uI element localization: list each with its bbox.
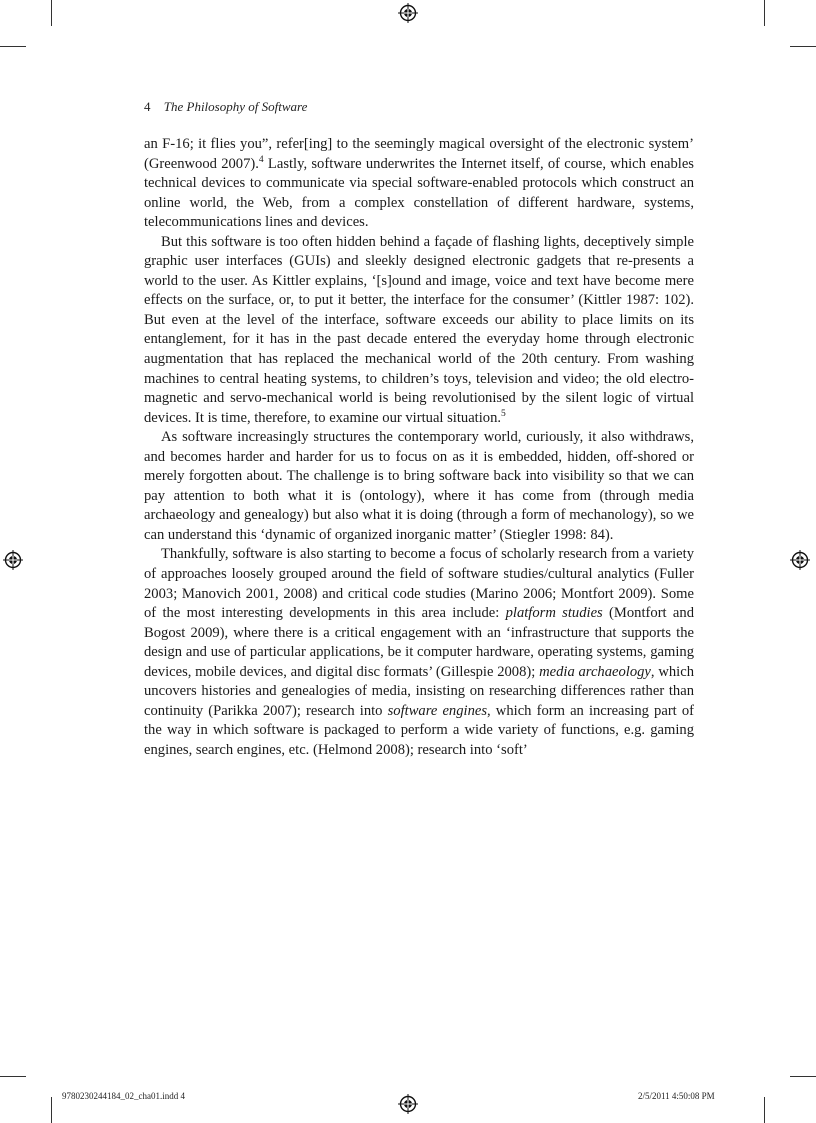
registration-target-icon: [790, 550, 810, 570]
text-segment: As software increasingly structures the contemporary world, curiously, it also withdraws, and becomes harder and harder for us to focus on as it is embedded, hidden, off-shored or merely forgotten about. The challenge is to bring software back into visibility so that we can pay attention to both what it is (ontology), where it has come from (through media archaeology and genealogy) but also what it is doing (through a form of mechanology), so we can understand this ‘dynamic of organized inorganic matter’ (Stiegler 1998: 84).: [144, 429, 694, 543]
registration-target-icon: [398, 1094, 418, 1114]
running-head: [144, 99, 307, 115]
crop-mark-left-top: [0, 46, 26, 47]
registration-target-icon: [3, 550, 23, 570]
footnote-ref: 5: [501, 408, 506, 419]
page-number: 4: [144, 99, 151, 114]
footnote-ref: 4: [258, 154, 264, 165]
text-segment: (Montfort and Bogost 2009), where there is a critical engagement with an ‘infrastructure that supports the design and use of particular applications, be it computer hardware, operating systems, gaming devices, mobile devices, and digital disc formats’ (Gillespie 2008);: [144, 605, 694, 680]
paragraph: [144, 545, 694, 760]
emphasis-term: software engines: [387, 702, 488, 719]
paragraph: [144, 428, 694, 545]
paragraph: [144, 233, 694, 428]
slug-timestamp: 2/5/2011 4:50:08 PM: [638, 1091, 715, 1101]
text-segment: an F-16; it flies you”, refer[ing] to the seemingly magical oversight of the electronic system’ (Greenwood 2007).: [144, 136, 694, 172]
crop-mark-top-right: [764, 0, 765, 26]
emphasis-term: media archaeology: [539, 663, 651, 680]
registration-target-icon: [398, 3, 418, 23]
text-segment: , which form an increasing part of the way in which software is packaged to perform a wide variety of functions, e.g. gaming engines, search engines, etc. (Helmond 2008); research into ‘soft’: [144, 702, 694, 758]
text-segment: Lastly, software underwrites the Internet itself, of course, which enables technical devices to communicate via special software-enabled protocols which construct an online world, the Web, from a complex constellation of different hardware, systems, telecommunications lines and devices.: [144, 155, 694, 231]
crop-mark-right-bottom: [790, 1076, 816, 1077]
text-segment: But this software is too often hidden behind a façade of flashing lights, deceptively simple graphic user interfaces (GUIs) and sleekly designed electronic gadgets that re-presents a world to the user. As Kittler explains, ‘[s]ound and image, voice and text have become mere effects on the surface, or, to put it better, the interface for the consumer’ (Kittler 1987: 102). But even at the level of the interface, software exceeds our ability to place limits on its entanglement, for it has in the past decade entered the everyday home through electronic augmentation that has replaced the mechanical world of the 20th century. From washing machines to central heating systems, to children’s toys, television and video; the old electro-magnetic and servo-mechanical world is being revolutionised by the silent logic of virtual devices. It is time, therefore, to examine our virtual situation.: [144, 233, 694, 426]
crop-mark-left-bottom: [0, 1076, 26, 1077]
body-text: [144, 135, 694, 761]
crop-mark-right-top: [790, 46, 816, 47]
slug-file-name: 9780230244184_02_cha01.indd 4: [62, 1091, 185, 1101]
text-segment: , which uncovers histories and genealogies of media, insisting on researching differences rather than continuity (Parikka 2007); research into: [144, 663, 694, 719]
crop-mark-bottom-right: [764, 1097, 765, 1123]
crop-mark-bottom-left: [51, 1097, 52, 1123]
crop-mark-top-left: [51, 0, 52, 26]
emphasis-term: platform studies: [505, 605, 603, 622]
text-segment: Thankfully, software is also starting to become a focus of scholarly research from a variety of approaches loosely grouped around the field of software studies/cultural analytics (Fuller 2003; Manovich 2001, 2008) and critical code studies (Marino 2006; Montfort 2009). Some of the most interesting developments in this area include:: [144, 546, 694, 622]
paragraph: [144, 135, 694, 233]
book-title: The Philosophy of Software: [163, 99, 308, 114]
